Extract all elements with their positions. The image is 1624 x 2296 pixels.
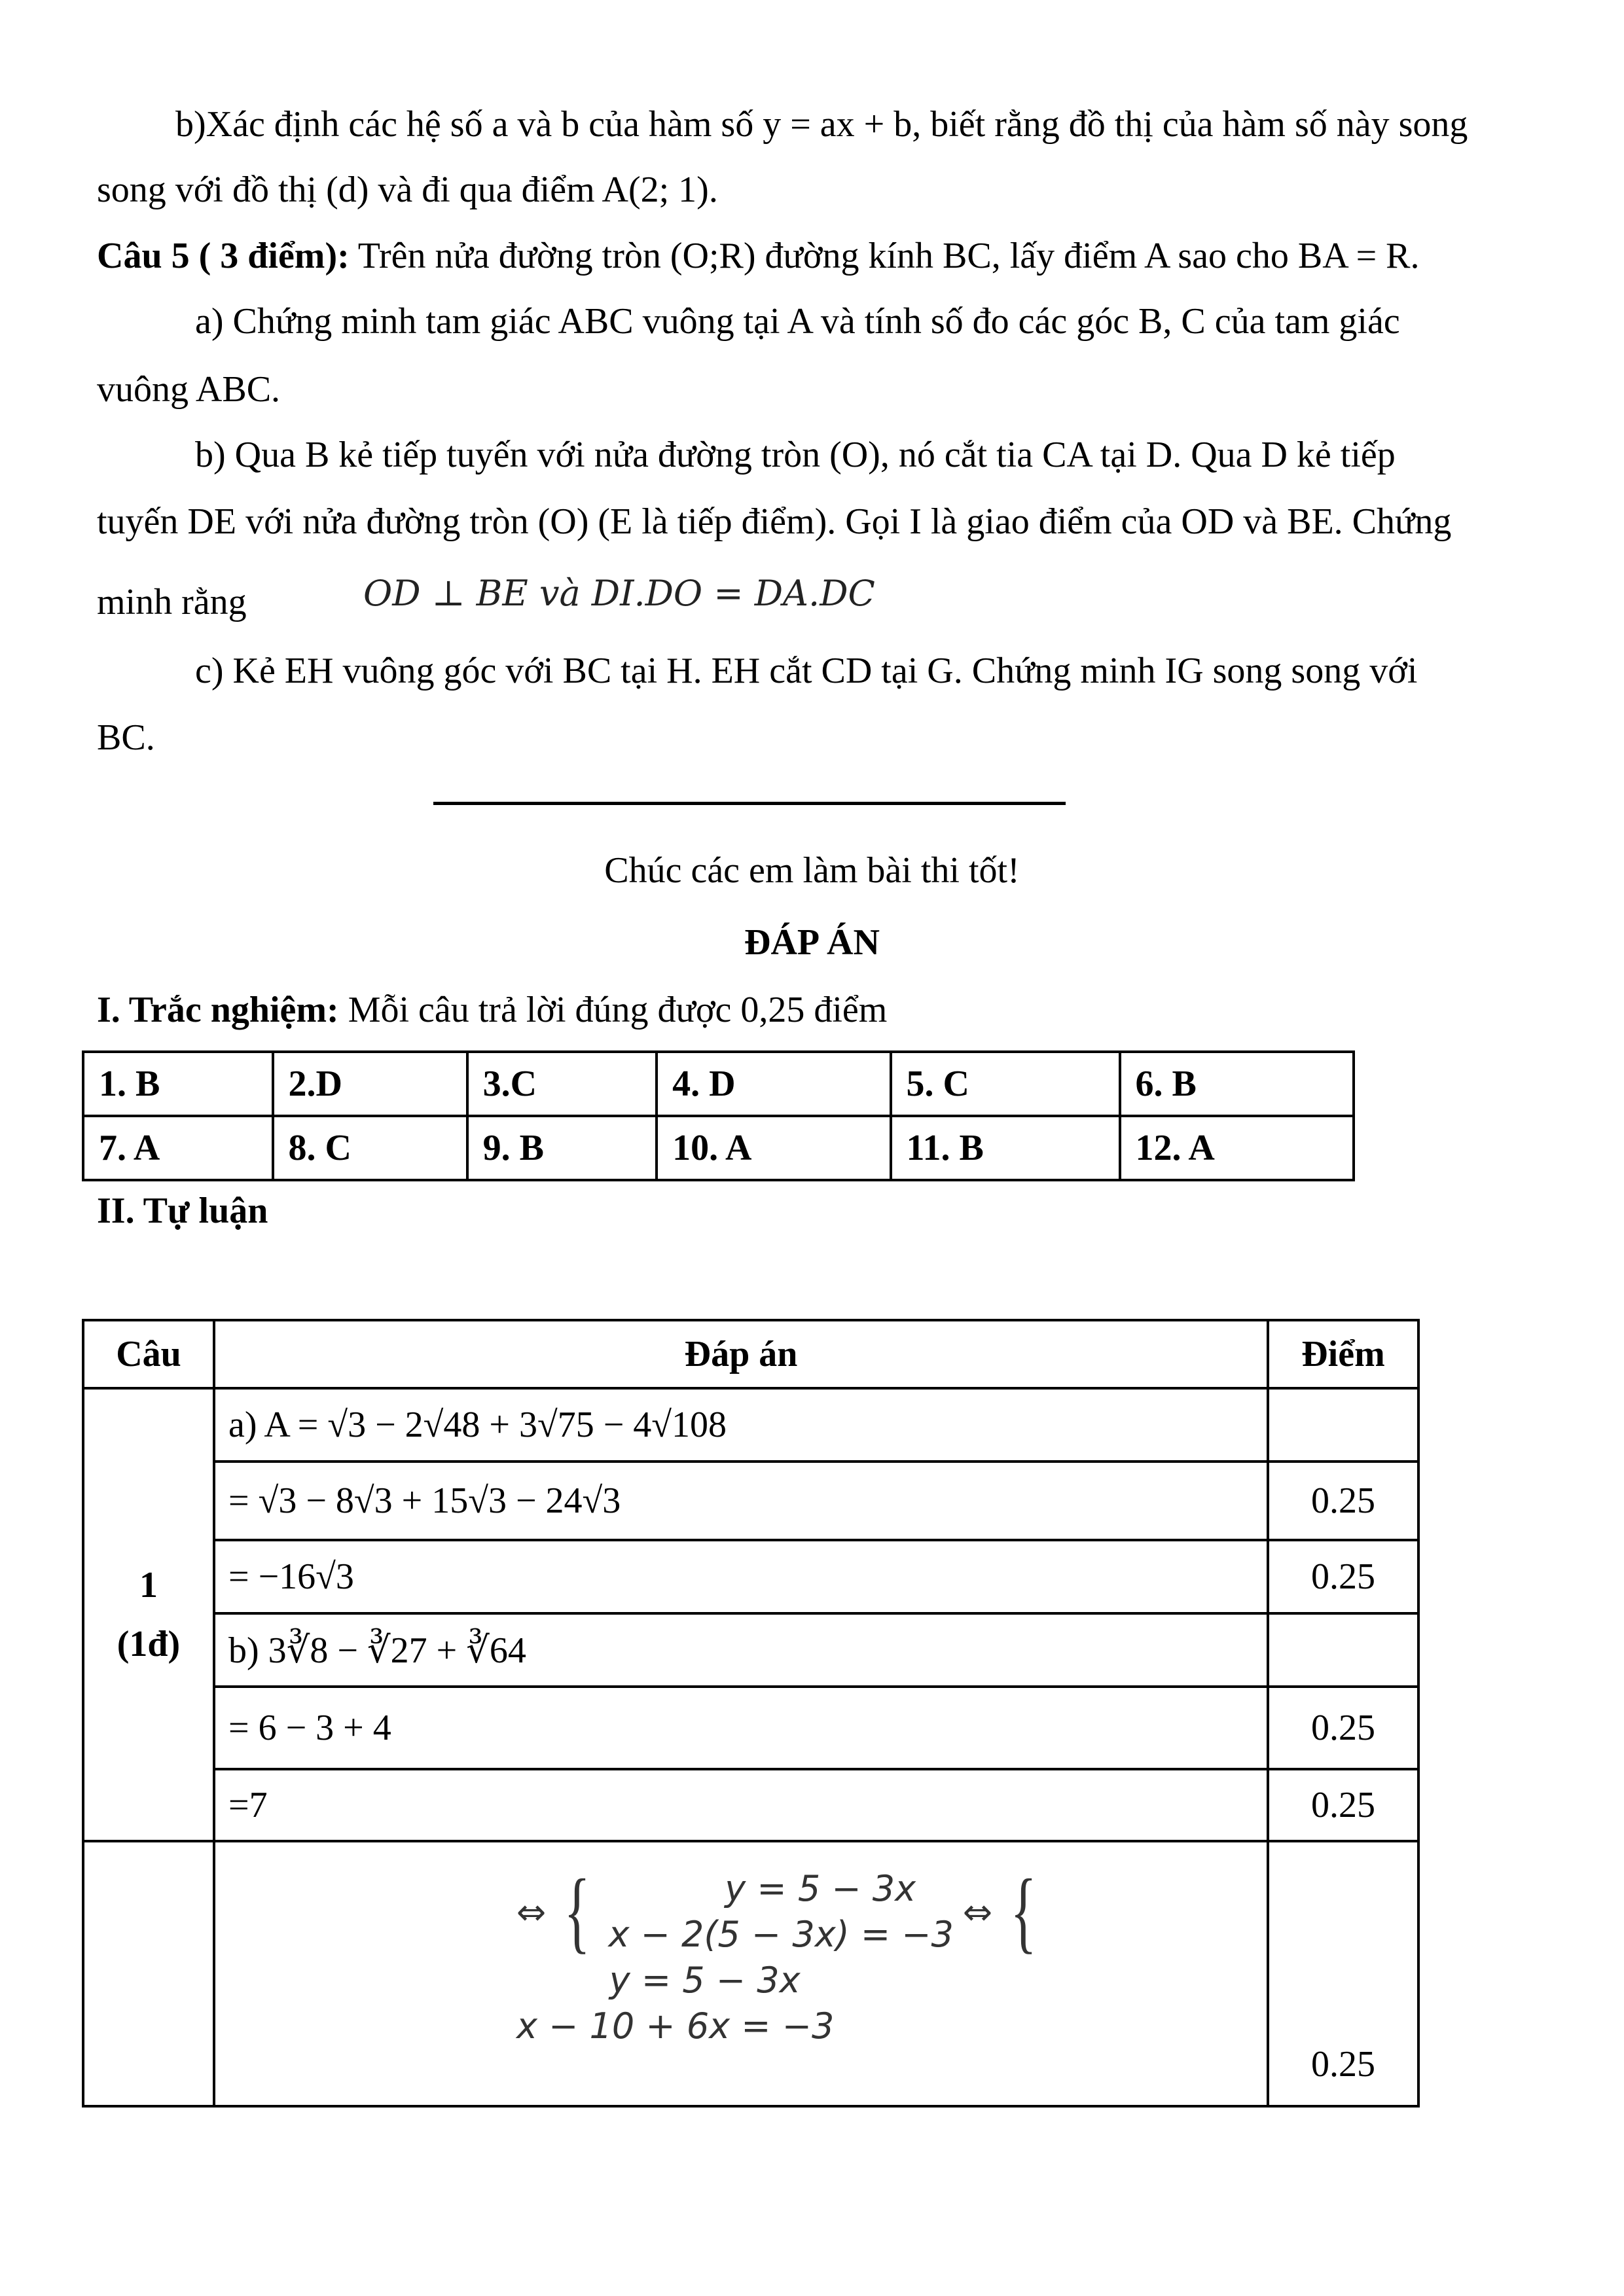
step-score	[1268, 1613, 1418, 1687]
essay-answer-table	[82, 1319, 1420, 2108]
answer-step: = 6 − 3 + 4	[214, 1687, 1268, 1769]
step-score: 0.25	[1268, 1462, 1418, 1540]
q5b-formula: OD ⊥ BE và DI.DO = DA.DC	[363, 573, 875, 614]
mc-cell: 1. B	[83, 1052, 273, 1116]
mc-cell: 8. C	[273, 1116, 467, 1180]
mc-cell: 6. B	[1120, 1052, 1354, 1116]
q5c-line2: BC.	[97, 717, 155, 758]
q5-label: Câu 5 ( 3 điểm):	[97, 236, 350, 276]
system-1-eq1: y = 5 − 3x	[725, 1868, 916, 1909]
equivalence-arrow: ⇔	[516, 1891, 547, 1933]
mc-cell: 10. A	[657, 1116, 890, 1180]
step-score: 0.25	[1268, 1687, 1418, 1769]
question-2-row	[83, 1841, 1418, 2106]
essay-row	[83, 1462, 1418, 1540]
step-score: 0.25	[1268, 1769, 1418, 1841]
divider-line	[433, 802, 1066, 805]
q5c-line1: c) Kẻ EH vuông góc với BC tại H. EH cắt CD tại G. Chứng minh IG song song với	[195, 651, 1418, 691]
multiple-choice-answer-table	[82, 1050, 1355, 1181]
mc-cell: 7. A	[83, 1116, 273, 1180]
essay-header-row	[83, 1320, 1418, 1388]
answer-step: = √3 − 8√3 + 15√3 − 24√3	[214, 1462, 1268, 1540]
essay-row	[83, 1613, 1418, 1687]
equivalence-arrow-2: ⇔	[962, 1891, 993, 1933]
essay-row	[83, 1769, 1418, 1841]
step-score: 0.25	[1268, 1841, 1418, 2106]
q5b-line2: tuyến DE với nửa đường tròn (O) (E là tiếp điểm). Gọi I là giao điểm của OD và BE. Chứng	[97, 501, 1452, 542]
step-score	[1268, 1388, 1418, 1462]
part1-desc: Mỗi câu trả lời đúng được 0,25 điểm	[338, 990, 888, 1030]
equation-system	[214, 1841, 1268, 2106]
header-dapan: Đáp án	[214, 1320, 1268, 1388]
part1-label: I. Trắc nghiệm:	[97, 990, 339, 1030]
mc-row-1	[83, 1052, 1354, 1116]
q5-intro-text: Trên nửa đường tròn (O;R) đường kính BC, lấy điểm A sao cho BA = R.	[349, 236, 1420, 276]
mc-cell: 2.D	[273, 1052, 467, 1116]
left-brace-icon: {	[1010, 1861, 1037, 1962]
left-brace-icon: {	[564, 1861, 591, 1962]
step-score: 0.25	[1268, 1540, 1418, 1613]
q5b-line1: b) Qua B kẻ tiếp tuyến với nửa đường tròn (O), nó cắt tia CA tại D. Qua D kẻ tiếp	[195, 435, 1396, 475]
question-1-cell	[83, 1388, 214, 1841]
answer-step: b) 3∛8 − ∛27 + ∛64	[214, 1613, 1268, 1687]
q5-intro	[97, 233, 1420, 279]
q4b-line2: song với đồ thị (d) và đi qua điểm A(2; 1).	[97, 170, 718, 210]
system-2	[516, 1958, 834, 2049]
header-diem: Điểm	[1268, 1320, 1418, 1388]
mc-row-2	[83, 1116, 1354, 1180]
essay-row	[83, 1388, 1418, 1462]
mc-cell: 9. B	[467, 1116, 657, 1180]
part1-heading	[97, 987, 887, 1033]
question-2-cell	[83, 1841, 214, 2106]
system-1	[608, 1866, 953, 1958]
mc-cell: 4. D	[657, 1052, 890, 1116]
part2-heading: II. Tự luận	[97, 1191, 268, 1231]
essay-row	[83, 1687, 1418, 1769]
header-cau: Câu	[83, 1320, 214, 1388]
q4b-line1: b)Xác định các hệ số a và b của hàm số y = ax + b, biết rằng đồ thị của hàm số này song	[175, 104, 1468, 145]
q5b-line3: minh rằng	[97, 582, 247, 622]
closing-message: Chúc các em làm bài thi tốt!	[604, 850, 1020, 891]
question-1-points: (1đ)	[117, 1624, 181, 1664]
system-2-eq2: x − 10 + 6x = −3	[516, 2005, 835, 2047]
system-1-eq2: x − 2(5 − 3x) = −3	[608, 1914, 954, 1955]
q5a-line2: vuông ABC.	[97, 369, 281, 410]
mc-cell: 11. B	[891, 1116, 1120, 1180]
question-1-number: 1	[139, 1565, 158, 1605]
mc-cell: 3.C	[467, 1052, 657, 1116]
answer-step: a) A = √3 − 2√48 + 3√75 − 4√108	[214, 1388, 1268, 1462]
system-2-eq1: y = 5 − 3x	[609, 1960, 801, 2001]
mc-cell: 5. C	[891, 1052, 1120, 1116]
answer-step: = −16√3	[214, 1540, 1268, 1613]
essay-row	[83, 1540, 1418, 1613]
answer-title: ĐÁP ÁN	[744, 922, 880, 963]
answer-step: =7	[214, 1769, 1268, 1841]
q5a-line1: a) Chứng minh tam giác ABC vuông tại A và tính số đo các góc B, C của tam giác	[195, 301, 1400, 342]
mc-cell: 12. A	[1120, 1116, 1354, 1180]
